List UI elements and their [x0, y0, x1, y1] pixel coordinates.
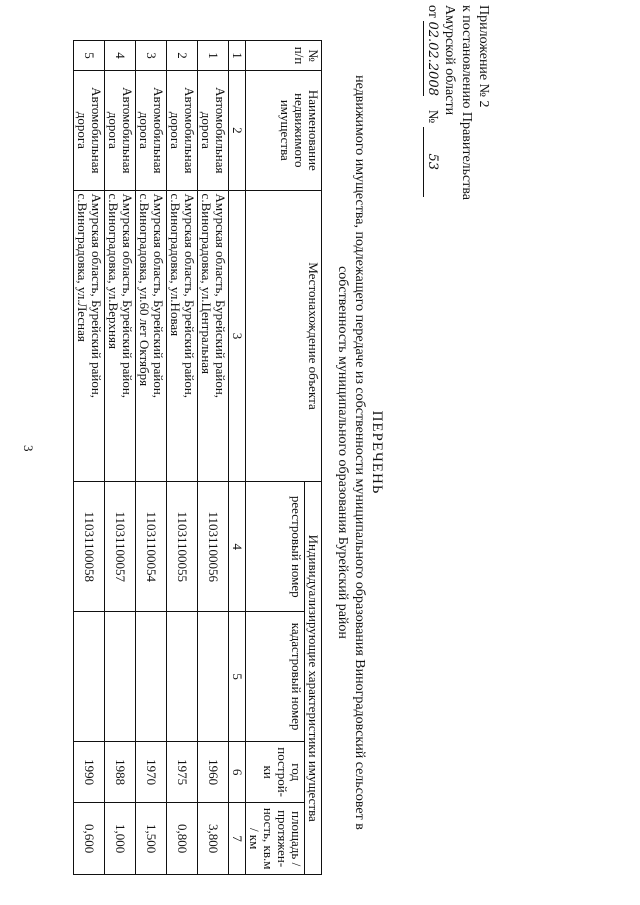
cell-reg: 11031100057	[105, 482, 136, 612]
location-line: Амурская область, Бурейский район,	[213, 193, 228, 399]
title-heading: ПЕРЕЧЕНЬ	[369, 410, 385, 495]
location-line: с.Виноградовка, ул.Центральная	[199, 193, 214, 375]
cell-name: Автомобильная дорога	[136, 71, 167, 190]
table-row	[167, 41, 198, 875]
cell-no: 1	[198, 41, 229, 71]
cell-area: 0,600	[74, 803, 105, 875]
document-title	[334, 0, 385, 905]
header-location: Местонахождение объекта	[246, 190, 322, 482]
cell-name: Автомобильная дорога	[105, 71, 136, 190]
cell-no: 4	[105, 41, 136, 71]
cell-area: 1,500	[136, 803, 167, 875]
cell-reg: 11031100054	[136, 482, 167, 612]
col-number: 1	[229, 41, 246, 71]
table-row	[74, 41, 105, 875]
cell-reg: 11031100055	[167, 482, 198, 612]
cell-location	[167, 190, 198, 482]
cell-cad	[136, 612, 167, 742]
cell-no: 3	[136, 41, 167, 71]
cell-location	[198, 190, 229, 482]
cell-location	[74, 190, 105, 482]
col-number: 3	[229, 190, 246, 482]
cell-name: Автомобильная дорога	[74, 71, 105, 190]
location-line: Амурская область, Бурейский район,	[182, 193, 197, 399]
cell-year: 1975	[167, 742, 198, 803]
header-reg-number: реестровый номер	[246, 482, 305, 612]
appendix-date-line	[423, 5, 441, 265]
from-label: от	[425, 5, 440, 18]
appendix-line1: Приложение № 2	[476, 5, 491, 108]
cell-cad	[167, 612, 198, 742]
table-row	[105, 41, 136, 875]
col-number: 2	[229, 71, 246, 190]
col-number: 4	[229, 482, 246, 612]
handwritten-number: 53	[423, 127, 441, 197]
location-line: Амурская область, Бурейский район,	[89, 193, 104, 399]
cell-area: 3,800	[198, 803, 229, 875]
col-number: 7	[229, 803, 246, 875]
cell-cad	[74, 612, 105, 742]
cell-year: 1990	[74, 742, 105, 803]
header-year: год построй-ки	[246, 742, 305, 803]
cell-location	[105, 190, 136, 482]
title-line2: собственность муниципального образования Бурейский район	[335, 266, 350, 639]
cell-year: 1988	[105, 742, 136, 803]
cell-name: Автомобильная дорога	[167, 71, 198, 190]
cell-reg: 11031100056	[198, 482, 229, 612]
location-line: с.Виноградовка, ул.Новая	[168, 193, 183, 337]
header-no: № п/п	[246, 41, 322, 71]
handwritten-date: 02.02.2008	[425, 21, 440, 96]
header-name: Наименование недвижимого имущества	[246, 71, 322, 190]
header-characteristics: Индивидуализирующие характеристики имущества	[305, 482, 322, 875]
title-line1: недвижимого имущества, подлежащего передаче из собственности муниципального образования Виноградовский сельсовет в	[352, 75, 367, 830]
location-line: с.Виноградовка, ул.Лесная	[75, 193, 90, 342]
header-area: площадь / протяжен-ность, кв.м / км	[246, 803, 305, 875]
property-table	[73, 40, 322, 875]
cell-no: 2	[167, 41, 198, 71]
table-row	[198, 41, 229, 875]
location-line: с.Виноградовка, ул.Верхняя	[106, 193, 121, 349]
cell-year: 1970	[136, 742, 167, 803]
cell-cad	[105, 612, 136, 742]
col-number: 6	[229, 742, 246, 803]
cell-name: Автомобильная дорога	[198, 71, 229, 190]
cell-reg: 11031100058	[74, 482, 105, 612]
appendix-line3: Амурской области	[442, 5, 457, 116]
header-cad-number: кадастровый номер	[246, 612, 305, 742]
appendix-line2: к постановлению Правительства	[459, 5, 474, 201]
appendix-block	[423, 5, 492, 265]
number-label: №	[425, 109, 440, 124]
page-number: 3	[21, 445, 36, 452]
cell-area: 1,000	[105, 803, 136, 875]
cell-cad	[198, 612, 229, 742]
cell-year: 1960	[198, 742, 229, 803]
location-line: Амурская область, Бурейский район,	[120, 193, 135, 399]
table-row	[136, 41, 167, 875]
cell-area: 0,800	[167, 803, 198, 875]
cell-location	[136, 190, 167, 482]
location-line: Амурская область, Бурейский район,	[151, 193, 166, 399]
location-line: с.Виноградовка, ул.60 лет Октября	[137, 193, 152, 387]
cell-no: 5	[74, 41, 105, 71]
col-number: 5	[229, 612, 246, 742]
